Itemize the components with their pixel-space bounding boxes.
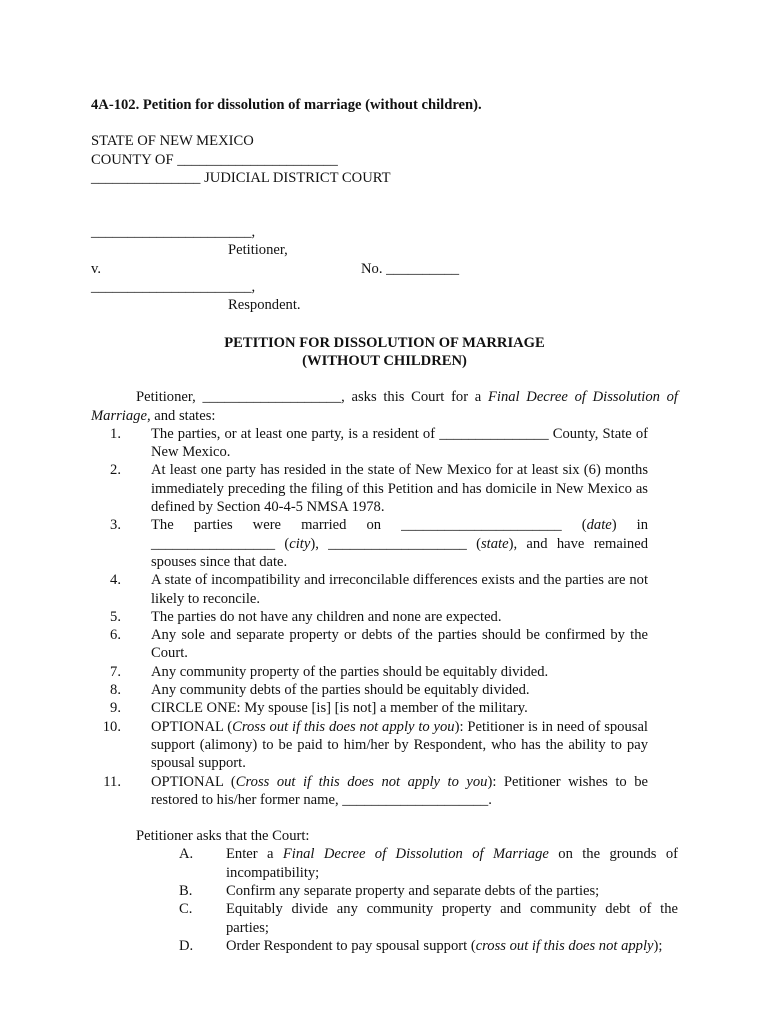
intro-emphasis: Final Decree of Dissolution of Marriage xyxy=(91,389,678,424)
petitioner-label: Petitioner, xyxy=(228,242,288,259)
request-letter: B. xyxy=(179,882,193,899)
item-number: 10. xyxy=(102,718,121,735)
item-number: 11. xyxy=(103,773,121,790)
item-text-part: OPTIONAL ( xyxy=(151,718,233,735)
caption-court: _______________ JUDICIAL DISTRICT COURT xyxy=(91,169,391,186)
versus-label: v. xyxy=(91,260,101,277)
list-item xyxy=(91,608,678,626)
item-text xyxy=(151,718,648,773)
list-item xyxy=(91,626,678,663)
request-item xyxy=(91,937,678,955)
item-text-part: Any community debts of the parties should be equitably divided. xyxy=(151,682,530,699)
petition-title xyxy=(91,334,678,371)
requests-list xyxy=(91,845,678,955)
item-text-part: Confirm any separate property and separate debts of the parties; xyxy=(226,882,600,899)
emphasis-text: Cross out if this does not apply to you xyxy=(232,718,455,735)
item-text-part: CIRCLE ONE: My spouse [is] [is not] a member of the military. xyxy=(151,700,528,717)
request-text xyxy=(226,845,678,882)
emphasis-text: Cross out if this does not apply to you xyxy=(235,773,488,790)
item-number: 1. xyxy=(110,425,121,442)
item-number: 2. xyxy=(110,462,121,479)
item-text-part: ) in _________________ ( xyxy=(151,517,648,552)
allegations-list xyxy=(91,425,678,809)
caption-state: STATE OF NEW MEXICO xyxy=(91,133,254,150)
item-text-part: The parties do not have any children and none are expected. xyxy=(151,608,502,625)
request-letter: D. xyxy=(179,937,194,954)
item-text xyxy=(151,681,648,699)
item-number: 3. xyxy=(110,517,121,534)
item-text-part: Order Respondent to pay spousal support ( xyxy=(226,937,476,954)
request-text xyxy=(226,937,678,955)
list-item xyxy=(91,718,678,773)
item-text-part: The parties, or at least one party, is a resident of _______________ County, State of New Mexico. xyxy=(151,425,648,461)
item-text-part: At least one party has resided in the state of New Mexico for at least six (6) months immediately preceding the filing of this Petition and has domicile in New Mexico as defined by Section 40-4-5 NMSA 1978. xyxy=(151,462,648,516)
item-text-part: The parties were married on ______________________ ( xyxy=(151,517,587,534)
petitioner-blank: ______________________, xyxy=(91,224,256,241)
intro-prefix: Petitioner, ___________________, asks this Court for a xyxy=(136,389,488,406)
request-item xyxy=(91,845,678,882)
request-text xyxy=(226,900,678,937)
list-item xyxy=(91,699,678,717)
case-number: No. __________ xyxy=(361,260,460,277)
requests-intro: Petitioner asks that the Court: xyxy=(136,828,310,845)
item-text xyxy=(151,663,648,681)
title-line-1: PETITION FOR DISSOLUTION OF MARRIAGE xyxy=(224,334,545,351)
item-number: 5. xyxy=(110,608,121,625)
emphasis-text: cross out if this does not apply xyxy=(475,937,654,954)
list-item xyxy=(91,663,678,681)
list-item xyxy=(91,681,678,699)
item-number: 4. xyxy=(110,572,121,589)
item-text-part: on the grounds of incompatibility; xyxy=(226,846,679,881)
item-text xyxy=(151,571,648,608)
form-heading: 4A-102. Petition for dissolution of marriage (without children). xyxy=(91,97,482,113)
item-number: 9. xyxy=(110,700,121,717)
item-text-part: ): Petitioner wishes to be restored to his/her former name, ____________________. xyxy=(151,773,649,808)
list-item xyxy=(91,773,678,810)
request-text xyxy=(226,882,678,900)
title-line-2: (WITHOUT CHILDREN) xyxy=(302,352,467,369)
request-item xyxy=(91,900,678,937)
intro-paragraph xyxy=(91,388,678,425)
item-text-part: A state of incompatibility and irreconcilable differences exists and the parties are not likely to reconcile. xyxy=(151,572,648,607)
list-item xyxy=(91,461,678,516)
list-item xyxy=(91,571,678,608)
item-text-part: OPTIONAL ( xyxy=(151,773,236,790)
request-letter: A. xyxy=(179,846,194,863)
caption-county: COUNTY OF ______________________ xyxy=(91,151,338,168)
item-text xyxy=(151,626,648,663)
item-text xyxy=(151,461,648,516)
request-letter: C. xyxy=(179,901,193,918)
item-text-part: Any community property of the parties should be equitably divided. xyxy=(151,663,549,680)
emphasis-text: date xyxy=(586,517,612,534)
case-caption xyxy=(91,132,678,314)
intro-suffix: , and states: xyxy=(146,407,216,424)
item-number: 7. xyxy=(110,663,121,680)
item-text xyxy=(151,425,648,462)
request-item xyxy=(91,882,678,900)
item-text-part: Enter a xyxy=(226,846,283,863)
versus-row xyxy=(91,260,678,278)
item-text-part: Equitably divide any community property and community debt of the parties; xyxy=(226,901,678,936)
item-text xyxy=(151,699,648,717)
emphasis-text: city xyxy=(289,535,311,552)
emphasis-text: Final Decree of Dissolution of Marriage xyxy=(282,846,549,863)
list-item xyxy=(91,425,678,462)
item-text xyxy=(151,608,648,626)
item-text-part: ), ___________________ ( xyxy=(310,535,481,552)
list-item xyxy=(91,516,678,571)
item-number: 6. xyxy=(110,627,121,644)
item-text-part: ), and have remained spouses since that date. xyxy=(151,535,648,570)
item-text-part: ): Petitioner is in need of spousal support (alimony) to be paid to him/her by Respondent, who has the ability to pay spousal support. xyxy=(151,718,648,772)
item-text-part: Any sole and separate property or debts of the parties should be confirmed by the Court. xyxy=(151,627,648,662)
respondent-blank: ______________________, xyxy=(91,279,256,296)
item-text xyxy=(151,773,648,810)
item-number: 8. xyxy=(110,682,121,699)
document-body xyxy=(91,96,678,955)
emphasis-text: state xyxy=(481,535,509,552)
item-text xyxy=(151,516,648,571)
item-text-part: ); xyxy=(653,937,663,954)
respondent-label: Respondent. xyxy=(228,297,301,314)
